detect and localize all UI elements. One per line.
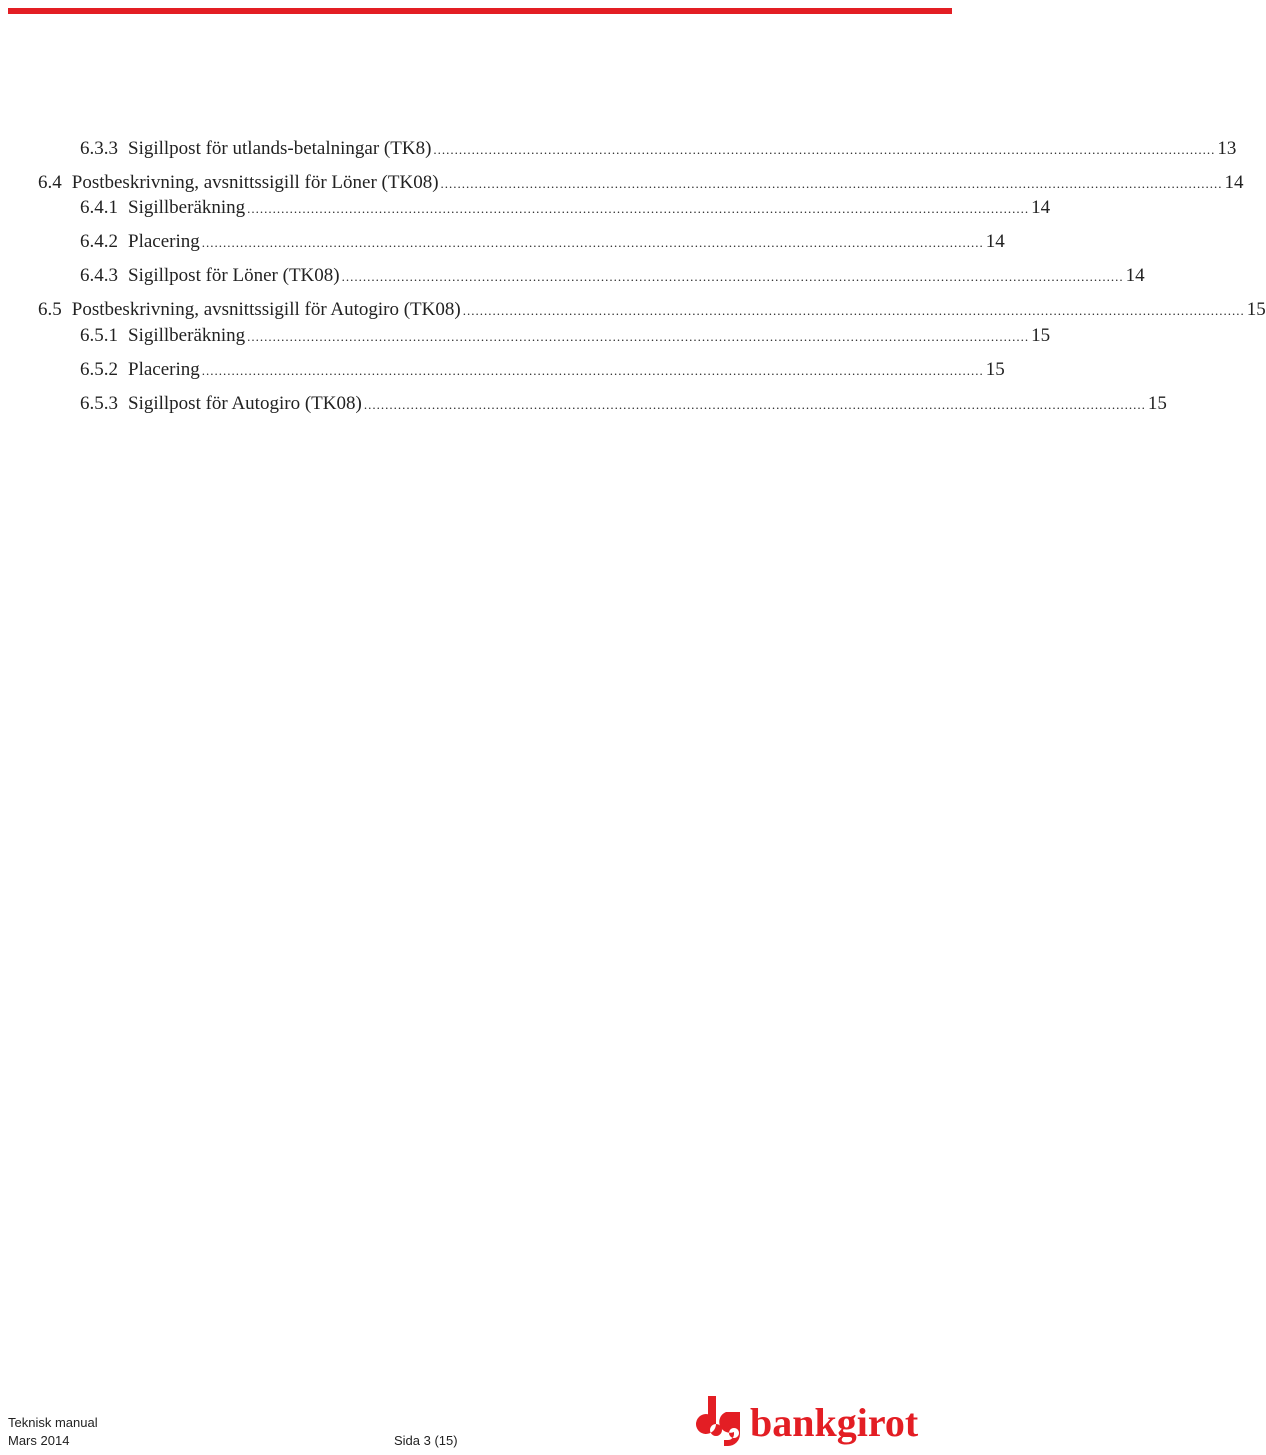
- toc-number: 6.4.2: [80, 231, 118, 252]
- toc-entry[interactable]: [38, 172, 1244, 198]
- toc-leader-dots: ........................................................................................................................................................................................: [440, 176, 1223, 191]
- toc-entry[interactable]: [80, 138, 1237, 164]
- toc-number: 6.3.3: [80, 138, 118, 159]
- toc-title: Sigillberäkning: [128, 325, 246, 346]
- toc-page-number: 15: [1147, 393, 1167, 414]
- logo-wordmark: bankgirot: [750, 1400, 919, 1445]
- toc-number: 6.5.1: [80, 325, 118, 346]
- toc-page-number: 14: [985, 231, 1005, 252]
- toc-entry[interactable]: [80, 359, 1005, 385]
- toc-number: 6.5.3: [80, 393, 118, 414]
- toc-entry[interactable]: [38, 299, 1266, 325]
- toc-entry[interactable]: [80, 265, 1145, 291]
- table-of-contents: [0, 0, 1266, 440]
- toc-leader-dots: ........................................................................................................................................................................................: [247, 201, 1030, 216]
- footer-page-label: Sida 3 (15): [394, 1433, 458, 1448]
- bg-monogram-icon: [696, 1396, 740, 1446]
- toc-entry[interactable]: [80, 231, 1005, 257]
- toc-leader-dots: ........................................................................................................................................................................................: [341, 269, 1124, 284]
- toc-number: 6.4.3: [80, 265, 118, 286]
- toc-page-number: 13: [1217, 138, 1237, 159]
- toc-leader-dots: ........................................................................................................................................................................................: [433, 142, 1216, 157]
- toc-page-number: 15: [985, 359, 1005, 380]
- bankgirot-logo: [700, 1392, 952, 1452]
- toc-leader-dots: ........................................................................................................................................................................................: [247, 329, 1030, 344]
- toc-title: Sigillberäkning: [128, 197, 246, 218]
- toc-title: Sigillpost för Löner (TK08): [128, 265, 340, 286]
- toc-title: Sigillpost för Autogiro (TK08): [128, 393, 362, 414]
- toc-number: 6.4: [38, 172, 62, 193]
- toc-page-number: 14: [1224, 172, 1244, 193]
- toc-leader-dots: ........................................................................................................................................................................................: [201, 363, 984, 378]
- footer-doc-title: Teknisk manual: [8, 1415, 98, 1430]
- footer-date: Mars 2014: [8, 1433, 70, 1448]
- toc-title: Postbeskrivning, avsnittssigill för Löner (TK08): [71, 172, 439, 193]
- toc-title: Placering: [128, 231, 200, 252]
- toc-page-number: 14: [1031, 197, 1051, 218]
- toc-number: 6.4.1: [80, 197, 118, 218]
- toc-title: Sigillpost för utlands-betalningar (TK8): [128, 138, 432, 159]
- toc-page-number: 15: [1246, 299, 1266, 320]
- toc-leader-dots: ........................................................................................................................................................................................: [363, 397, 1146, 412]
- footer-doc-info: [8, 1414, 98, 1450]
- toc-page-number: 14: [1125, 265, 1145, 286]
- toc-number: 6.5: [38, 299, 62, 320]
- toc-number: 6.5.2: [80, 359, 118, 380]
- toc-leader-dots: ........................................................................................................................................................................................: [201, 235, 984, 250]
- toc-page-number: 15: [1031, 325, 1051, 346]
- toc-leader-dots: ........................................................................................................................................................................................: [462, 303, 1245, 318]
- toc-title: Placering: [128, 359, 200, 380]
- toc-entry[interactable]: [80, 393, 1167, 419]
- toc-entry[interactable]: [80, 197, 1051, 223]
- toc-entry[interactable]: [80, 325, 1051, 351]
- toc-title: Postbeskrivning, avsnittssigill för Autogiro (TK08): [71, 299, 461, 320]
